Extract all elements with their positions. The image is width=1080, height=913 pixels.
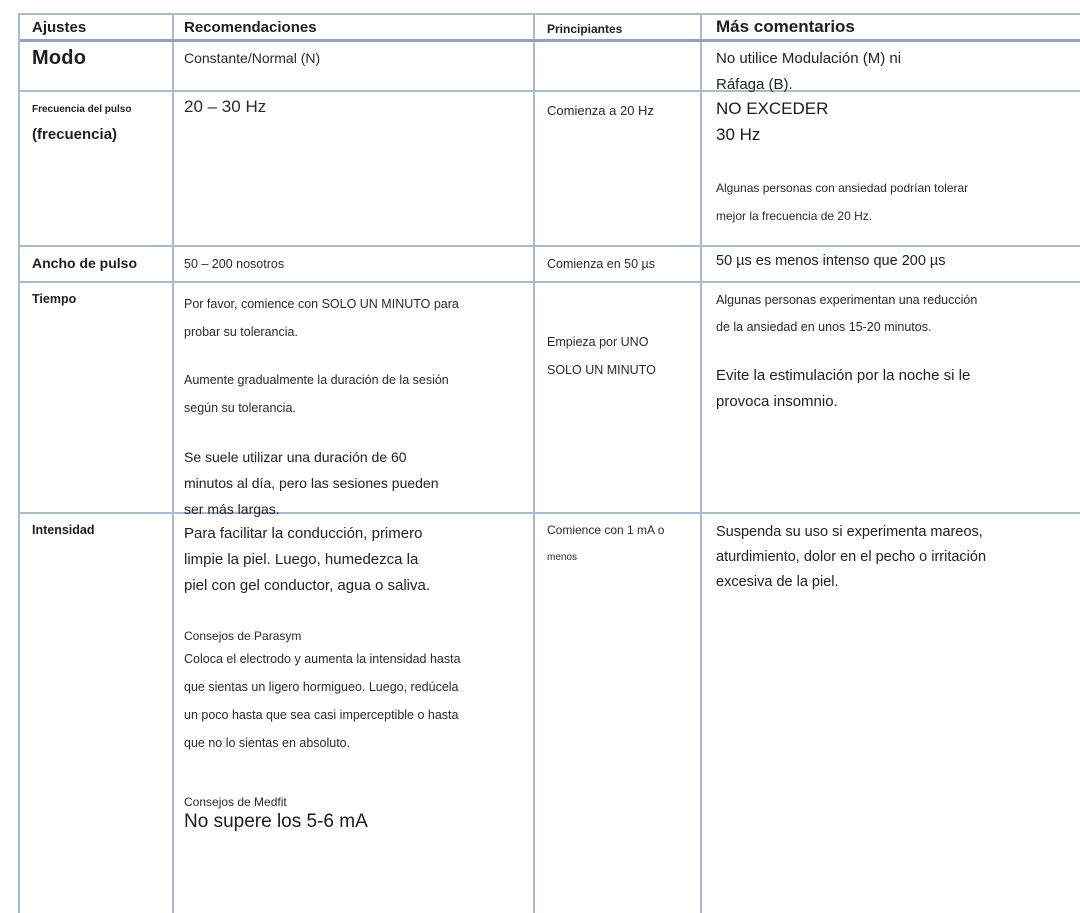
table-row-tiempo bbox=[20, 283, 1080, 517]
intensidad-comments-text bbox=[716, 520, 1070, 595]
tiempo-comments-p1-line1: Algunas personas experimentan una reducción bbox=[716, 293, 978, 307]
intensidad-beginners-cell bbox=[535, 514, 702, 913]
tiempo-reco-p2-line2: según su tolerancia. bbox=[184, 401, 296, 415]
table-row-ancho-de-pulso bbox=[20, 247, 1080, 283]
ancho-reco-text: 50 – 200 nosotros bbox=[184, 257, 285, 271]
modo-reco-text: Constante/Normal (N) bbox=[184, 50, 321, 66]
tiempo-beginners-cell bbox=[535, 283, 702, 512]
table-row-frecuencia bbox=[20, 92, 1080, 247]
frecuencia-setting-cell bbox=[20, 92, 174, 245]
modo-setting-cell bbox=[20, 42, 174, 90]
tiempo-reco-paragraph3 bbox=[184, 444, 523, 522]
table-header-row bbox=[20, 15, 1080, 42]
frecuencia-comments-cell bbox=[702, 92, 1080, 245]
intensidad-comments-line2: aturdimiento, dolor en el pecho o irritación bbox=[716, 549, 987, 565]
tiempo-reco-paragraph1 bbox=[184, 290, 523, 346]
intensidad-medfit-tips-title: Consejos de Medfit bbox=[184, 795, 287, 809]
ancho-reco-cell bbox=[174, 247, 535, 281]
intensidad-medfit-tips-body: No supere los 5-6 mA bbox=[184, 811, 368, 832]
frecuencia-warn-line2: 30 Hz bbox=[716, 125, 761, 144]
modo-reco-cell bbox=[174, 42, 535, 90]
intensidad-comments-cell bbox=[702, 514, 1080, 913]
frecuencia-note-line2: mejor la frecuencia de 20 Hz. bbox=[716, 209, 873, 223]
intensidad-reco-p1-line2: limpie la piel. Luego, humedezca la bbox=[184, 551, 419, 568]
tiempo-reco-paragraph2 bbox=[184, 366, 523, 422]
ancho-setting-cell bbox=[20, 247, 174, 281]
intensidad-parasym-line1: Coloca el electrodo y aumenta la intensidad hasta bbox=[184, 652, 461, 666]
frecuencia-beginners-cell bbox=[535, 92, 702, 245]
intensidad-reco-cell bbox=[174, 514, 535, 913]
intensidad-comments-line3: excesiva de la piel. bbox=[716, 574, 839, 590]
header-principiantes: Principiantes bbox=[535, 15, 702, 39]
intensidad-reco-paragraph1 bbox=[184, 521, 523, 599]
ancho-beginners-text: Comienza en 50 µs bbox=[547, 257, 655, 271]
intensidad-beginners-line1: Comience con 1 mA o bbox=[547, 523, 665, 537]
intensidad-parasym-line2: que sientas un ligero hormigueo. Luego, redúcela bbox=[184, 680, 459, 694]
intensidad-beginners-line2: menos bbox=[547, 552, 578, 563]
frecuencia-warn-line1: NO EXCEDER bbox=[716, 99, 829, 118]
frecuencia-beginners-text: Comienza a 20 Hz bbox=[547, 103, 654, 118]
intensidad-parasym-line4: que no lo sientas en absoluto. bbox=[184, 736, 351, 750]
frecuencia-setting-small: Frecuencia del pulso bbox=[32, 104, 132, 115]
ancho-comments-cell bbox=[702, 247, 1080, 281]
frecuencia-setting-main: (frecuencia) bbox=[32, 126, 118, 143]
settings-table bbox=[18, 13, 1080, 913]
modo-comments-line1: No utilice Modulación (M) ni bbox=[716, 50, 902, 67]
frecuencia-note bbox=[716, 174, 1070, 230]
tiempo-reco-p3-line3: ser más largas. bbox=[184, 501, 280, 517]
header-ajustes: Ajustes bbox=[20, 15, 174, 39]
tiempo-comments-paragraph2 bbox=[716, 363, 1070, 415]
modo-comments-line2: Ráfaga (B). bbox=[716, 76, 793, 93]
intensidad-parasym-line3: un poco hasta que sea casi imperceptible o hasta bbox=[184, 708, 459, 722]
ancho-comments-text: 50 µs es menos intenso que 200 µs bbox=[716, 253, 946, 269]
tiempo-comments-p2-line2: provoca insomnio. bbox=[716, 393, 838, 410]
tiempo-comments-paragraph1 bbox=[716, 287, 1070, 341]
tiempo-comments-p2-line1: Evite la estimulación por la noche si le bbox=[716, 367, 971, 384]
header-recomendaciones: Recomendaciones bbox=[174, 15, 535, 39]
tiempo-reco-p2-line1: Aumente gradualmente la duración de la sesión bbox=[184, 373, 449, 387]
modo-setting-label: Modo bbox=[32, 47, 87, 69]
modo-beginners-cell bbox=[535, 42, 702, 90]
intensidad-setting-label: Intensidad bbox=[32, 523, 95, 537]
intensidad-reco-p1-line3: piel con gel conductor, agua o saliva. bbox=[184, 577, 430, 594]
tiempo-setting-label: Tiempo bbox=[32, 292, 77, 306]
tiempo-setting-cell bbox=[20, 283, 174, 512]
tiempo-reco-p3-line1: Se suele utilizar una duración de 60 bbox=[184, 449, 407, 465]
header-mas-comentarios: Más comentarios bbox=[716, 17, 855, 36]
ancho-beginners-cell bbox=[535, 247, 702, 281]
ancho-setting-label: Ancho de pulso bbox=[32, 255, 137, 271]
tiempo-reco-cell bbox=[174, 283, 535, 517]
frecuencia-reco-cell bbox=[174, 92, 535, 245]
modo-comments-cell bbox=[702, 42, 1080, 93]
intensidad-comments-line1: Suspenda su uso si experimenta mareos, bbox=[716, 524, 983, 540]
tiempo-reco-p3-line2: minutos al día, pero las sesiones pueden bbox=[184, 475, 439, 491]
tiempo-reco-p1-line2: probar su tolerancia. bbox=[184, 325, 298, 339]
tiempo-beginners-line1: Empieza por UNO bbox=[547, 335, 649, 349]
table-row-intensidad bbox=[20, 514, 1080, 913]
tiempo-comments-p1-line2: de la ansiedad en unos 15-20 minutos. bbox=[716, 320, 932, 334]
table-row-modo bbox=[20, 42, 1080, 92]
intensidad-parasym-tips-body bbox=[184, 645, 523, 757]
frecuencia-reco-text: 20 – 30 Hz bbox=[184, 97, 267, 116]
intensidad-reco-p1-line1: Para facilitar la conducción, primero bbox=[184, 525, 423, 542]
tiempo-beginners-text bbox=[547, 328, 692, 384]
intensidad-parasym-tips-title: Consejos de Parasym bbox=[184, 629, 302, 643]
tiempo-comments-cell bbox=[702, 283, 1080, 512]
frecuencia-note-line1: Algunas personas con ansiedad podrían tolerar bbox=[716, 181, 969, 195]
tiempo-beginners-line2: SOLO UN MINUTO bbox=[547, 363, 656, 377]
intensidad-setting-cell bbox=[20, 514, 174, 913]
tiempo-reco-p1-line1: Por favor, comience con SOLO UN MINUTO para bbox=[184, 297, 459, 311]
